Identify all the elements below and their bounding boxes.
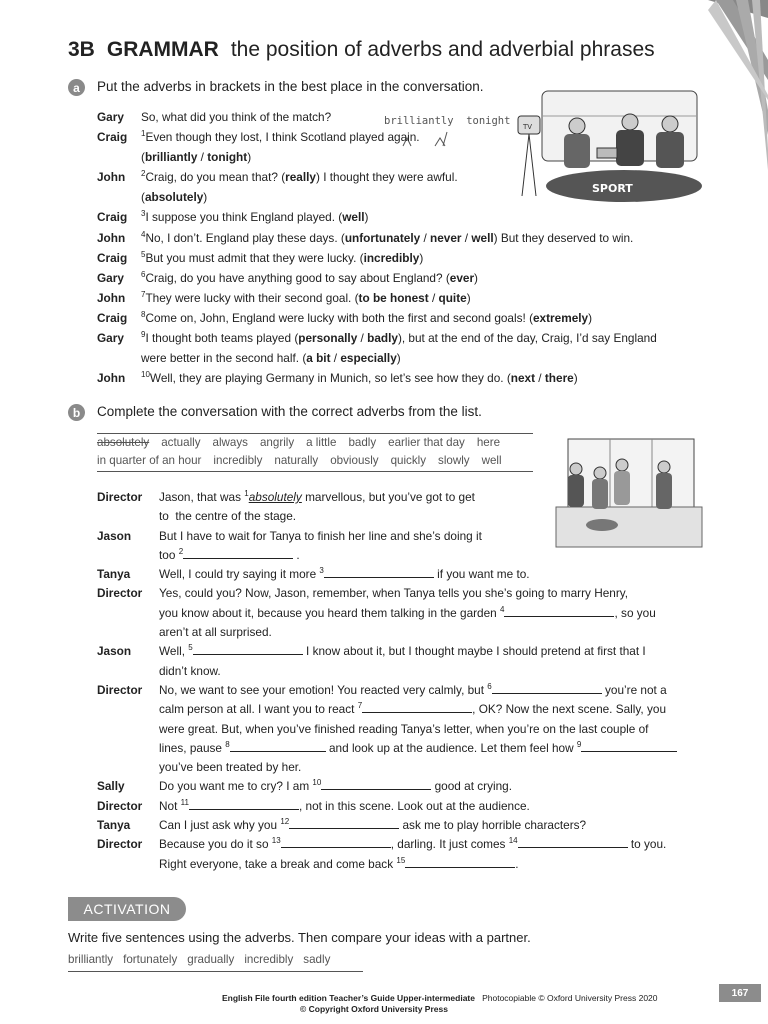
speaker-name: Jason [97, 644, 132, 659]
speaker-name: Gary [97, 331, 124, 346]
speaker-name: Sally [97, 779, 125, 794]
speaker-name [97, 662, 159, 681]
speaker-name: Tanya [97, 567, 131, 582]
line-text: Because you do it so $^{13}$ , darling. It just comes $^{14}$ to you. [159, 836, 667, 852]
dialogue-b-line [97, 584, 719, 603]
line-text: too $^2$ . [159, 546, 300, 562]
dialogue-a-line [97, 348, 726, 368]
dialogue-b-line [97, 507, 719, 526]
section-heading: GRAMMAR [106, 38, 219, 61]
line-text: Not $^{11}$ , not in this scene. Look out at the audience. [159, 797, 530, 813]
speaker-name [97, 348, 141, 368]
activation-word-list [68, 953, 330, 966]
dialogue-a-line [97, 368, 726, 388]
dialogue-b-line [97, 604, 719, 623]
adverb-word: incredibly [244, 953, 294, 966]
line-text: $^9$I thought both teams played (personally / badly), but at the end of the day, Craig, I’d say England [141, 330, 657, 346]
speaker-name [97, 604, 159, 623]
line-text: Right everyone, take a break and come back $^{15}$ . [159, 855, 519, 871]
line-text: $^7$They were lucky with their second goal. (to be honest / quite) [141, 289, 471, 305]
speaker-name [97, 507, 159, 526]
speaker-name [97, 700, 159, 719]
speaker-name: Gary [97, 110, 124, 124]
line-text: Well, $^5$ I know about it, but I thought maybe I should pretend at first that I [159, 643, 646, 659]
dialogue-b-line [97, 662, 719, 681]
line-text: $^{10}$Well, they are playing Germany in Munich, so let’s see how they do. (next / there) [141, 370, 578, 386]
line-text: Can I just ask why you $^{12}$ ask me to play horrible characters? [159, 817, 587, 833]
line-text: $^8$Come on, John, England were lucky with both the first and second goals! (extremely) [141, 310, 593, 325]
activation-instruction: Write five sentences using the adverbs. Then compare your ideas with a partner. [68, 930, 531, 945]
line-text: (brilliantly / tonight) [141, 150, 252, 165]
adverb-word: angrily [259, 436, 295, 449]
line-text: $^3$I suppose you think England played. (well) [141, 209, 369, 225]
dialogue-b-line [97, 797, 719, 816]
speaker-name [97, 623, 159, 642]
adverb-word: always [212, 436, 248, 449]
speaker-name: Director [97, 586, 143, 601]
dialogue-a-line [97, 268, 726, 288]
dialogue-b-line [97, 642, 719, 661]
dialogue-a-line [97, 228, 726, 248]
dialogue-a-line [97, 308, 726, 328]
line-text: $^6$Craig, do you have anything good to say about England? (ever) [141, 269, 478, 285]
line-text: you’ve been treated by her. [159, 760, 302, 775]
adverb-word-list [97, 434, 502, 470]
adverb-word: actually [161, 436, 201, 449]
handwritten-annotation: brilliantly tonight [384, 115, 511, 127]
line-text: lines, pause $^8$ and look up at the audience. Let them feel how $^9$ [159, 739, 719, 758]
footer-title: English File fourth edition Teacher’s Guide Upper-intermediate [222, 993, 475, 1003]
line-text: So, what did you think of the match? [141, 110, 332, 124]
section-a-instruction: Put the adverbs in brackets in the best place in the conversation. [97, 79, 484, 94]
svg-text:SPORT: SPORT [592, 182, 633, 195]
adverb-word: sadly [303, 953, 331, 966]
dialogue-b-line [97, 546, 719, 565]
adverb-word: incredibly [213, 454, 263, 467]
word-list-bottom-rule [97, 471, 533, 472]
dialogue-b-line [97, 623, 719, 642]
speaker-name: John [97, 290, 126, 305]
dialogue-b-line [97, 835, 719, 854]
dialogue-a-line [97, 288, 726, 308]
speaker-name [97, 758, 159, 777]
lesson-code: 3B [68, 38, 95, 61]
speaker-name [97, 739, 159, 758]
line-text: were better in the second half. (a bit / especially) [141, 351, 401, 366]
line-text: Yes, could you? Now, Jason, remember, when Tanya tells you she’s going to marry Henry, [159, 586, 629, 601]
line-text: $^1$Even though they lost, I think Scotland played again. [141, 129, 420, 145]
dialogue-b-line [97, 565, 719, 584]
footer [222, 993, 658, 1003]
speaker-name: Director [97, 490, 143, 504]
dialogue-b-line [97, 681, 719, 700]
dialogue-a-line [97, 328, 726, 348]
page-subtitle: the position of adverbs and adverbial phrases [230, 38, 655, 61]
adverb-word: obviously [330, 454, 379, 467]
line-text: to the centre of the stage. [159, 509, 297, 524]
line-text: Do you want me to cry? I am $^{10}$ good at crying. [159, 778, 512, 794]
line-text: calm person at all. I want you to react $^7$ , OK? Now the next scene. Sally, you [159, 701, 667, 717]
adverb-word: earlier that day [388, 436, 465, 449]
line-text: Jason, that was $^1$absolutely marvellous, but you’ve got to get [159, 489, 475, 504]
line-text: were great. But, when you’ve finished reading Tanya’s letter, when you’re on the last couple of [159, 721, 649, 736]
dialogue-b-line [97, 488, 719, 507]
adverb-word: here [476, 436, 501, 449]
adverb-word: brilliantly [68, 953, 114, 966]
line-text: Well, I could try saying it more $^3$ if you want me to. [159, 566, 530, 582]
section-b-instruction: Complete the conversation with the correct adverbs from the list. [97, 404, 482, 419]
adverb-word: fortunately [123, 953, 178, 966]
line-text: aren’t at all surprised. [159, 625, 272, 640]
conversation-b [97, 488, 719, 874]
line-text: $^4$No, I don’t. England play these days. (unfortunately / never / well) But they deserved to win. [141, 229, 634, 245]
speaker-name [97, 546, 159, 565]
dialogue-b-line [97, 758, 719, 777]
line-text: you know about it, because you heard them talking in the garden $^4$ , so you [159, 604, 656, 620]
section-b-marker: b [68, 404, 85, 421]
dialogue-b-line [97, 777, 719, 796]
page-number: 167 [719, 984, 761, 1002]
dialogue-b-line [97, 720, 719, 739]
speaker-name: Jason [97, 528, 132, 543]
speaker-name [97, 147, 141, 167]
dialogue-b-line [97, 700, 719, 719]
line-text: (absolutely) [141, 190, 208, 205]
line-text: But I have to wait for Tanya to finish her line and she’s doing it [159, 528, 482, 543]
adverb-word: absolutely [97, 436, 150, 449]
speaker-name: Director [97, 682, 143, 697]
speaker-name [97, 855, 159, 874]
speaker-name: Craig [97, 250, 128, 265]
footer-copyright: © Copyright Oxford University Press [300, 1004, 448, 1014]
activation-rule [68, 971, 363, 972]
adverb-word: in quarter of an hour [97, 454, 202, 467]
dialogue-b-line [97, 816, 719, 835]
line-text: No, we want to see your emotion! You reacted very calmly, but $^6$ you’re not a [159, 682, 667, 697]
speaker-name: Gary [97, 270, 124, 285]
dialogue-b-line [97, 527, 719, 546]
adverb-word: a little [306, 436, 337, 449]
adverb-word: slowly [438, 454, 470, 467]
line-text: didn’t know. [159, 663, 221, 678]
speaker-name: John [97, 230, 126, 245]
speaker-name: Director [97, 837, 143, 852]
speaker-name: John [97, 170, 126, 185]
speaker-name: Craig [97, 130, 128, 145]
line-text: $^2$Craig, do you mean that? (really) I thought they were awful. [141, 169, 458, 185]
speaker-name: John [97, 371, 126, 386]
line-text: $^5$But you must admit that they were lucky. (incredibly) [141, 249, 424, 265]
activation-label: ACTIVATION [68, 897, 186, 921]
adverb-word: naturally [274, 454, 319, 467]
sports-studio-illustration [512, 86, 702, 206]
footer-photocopiable: Photocopiable © Oxford University Press 2020 [482, 993, 658, 1003]
speaker-name [97, 187, 141, 207]
speaker-name: Tanya [97, 818, 131, 833]
adverb-word: quickly [390, 454, 427, 467]
adverb-word: gradually [187, 953, 235, 966]
page-title [68, 38, 655, 62]
adverb-word: well [481, 454, 502, 467]
speaker-name [97, 720, 159, 739]
dialogue-b-line [97, 739, 719, 758]
speaker-name: Director [97, 798, 143, 813]
svg-text:TV: TV [523, 123, 533, 131]
dialogue-a-line [97, 248, 726, 268]
speaker-name: Craig [97, 310, 128, 325]
speaker-name: Craig [97, 210, 128, 225]
dialogue-b-line [97, 855, 719, 874]
dialogue-a-line [97, 207, 726, 227]
section-a-marker: a [68, 79, 85, 96]
adverb-word: badly [348, 436, 377, 449]
